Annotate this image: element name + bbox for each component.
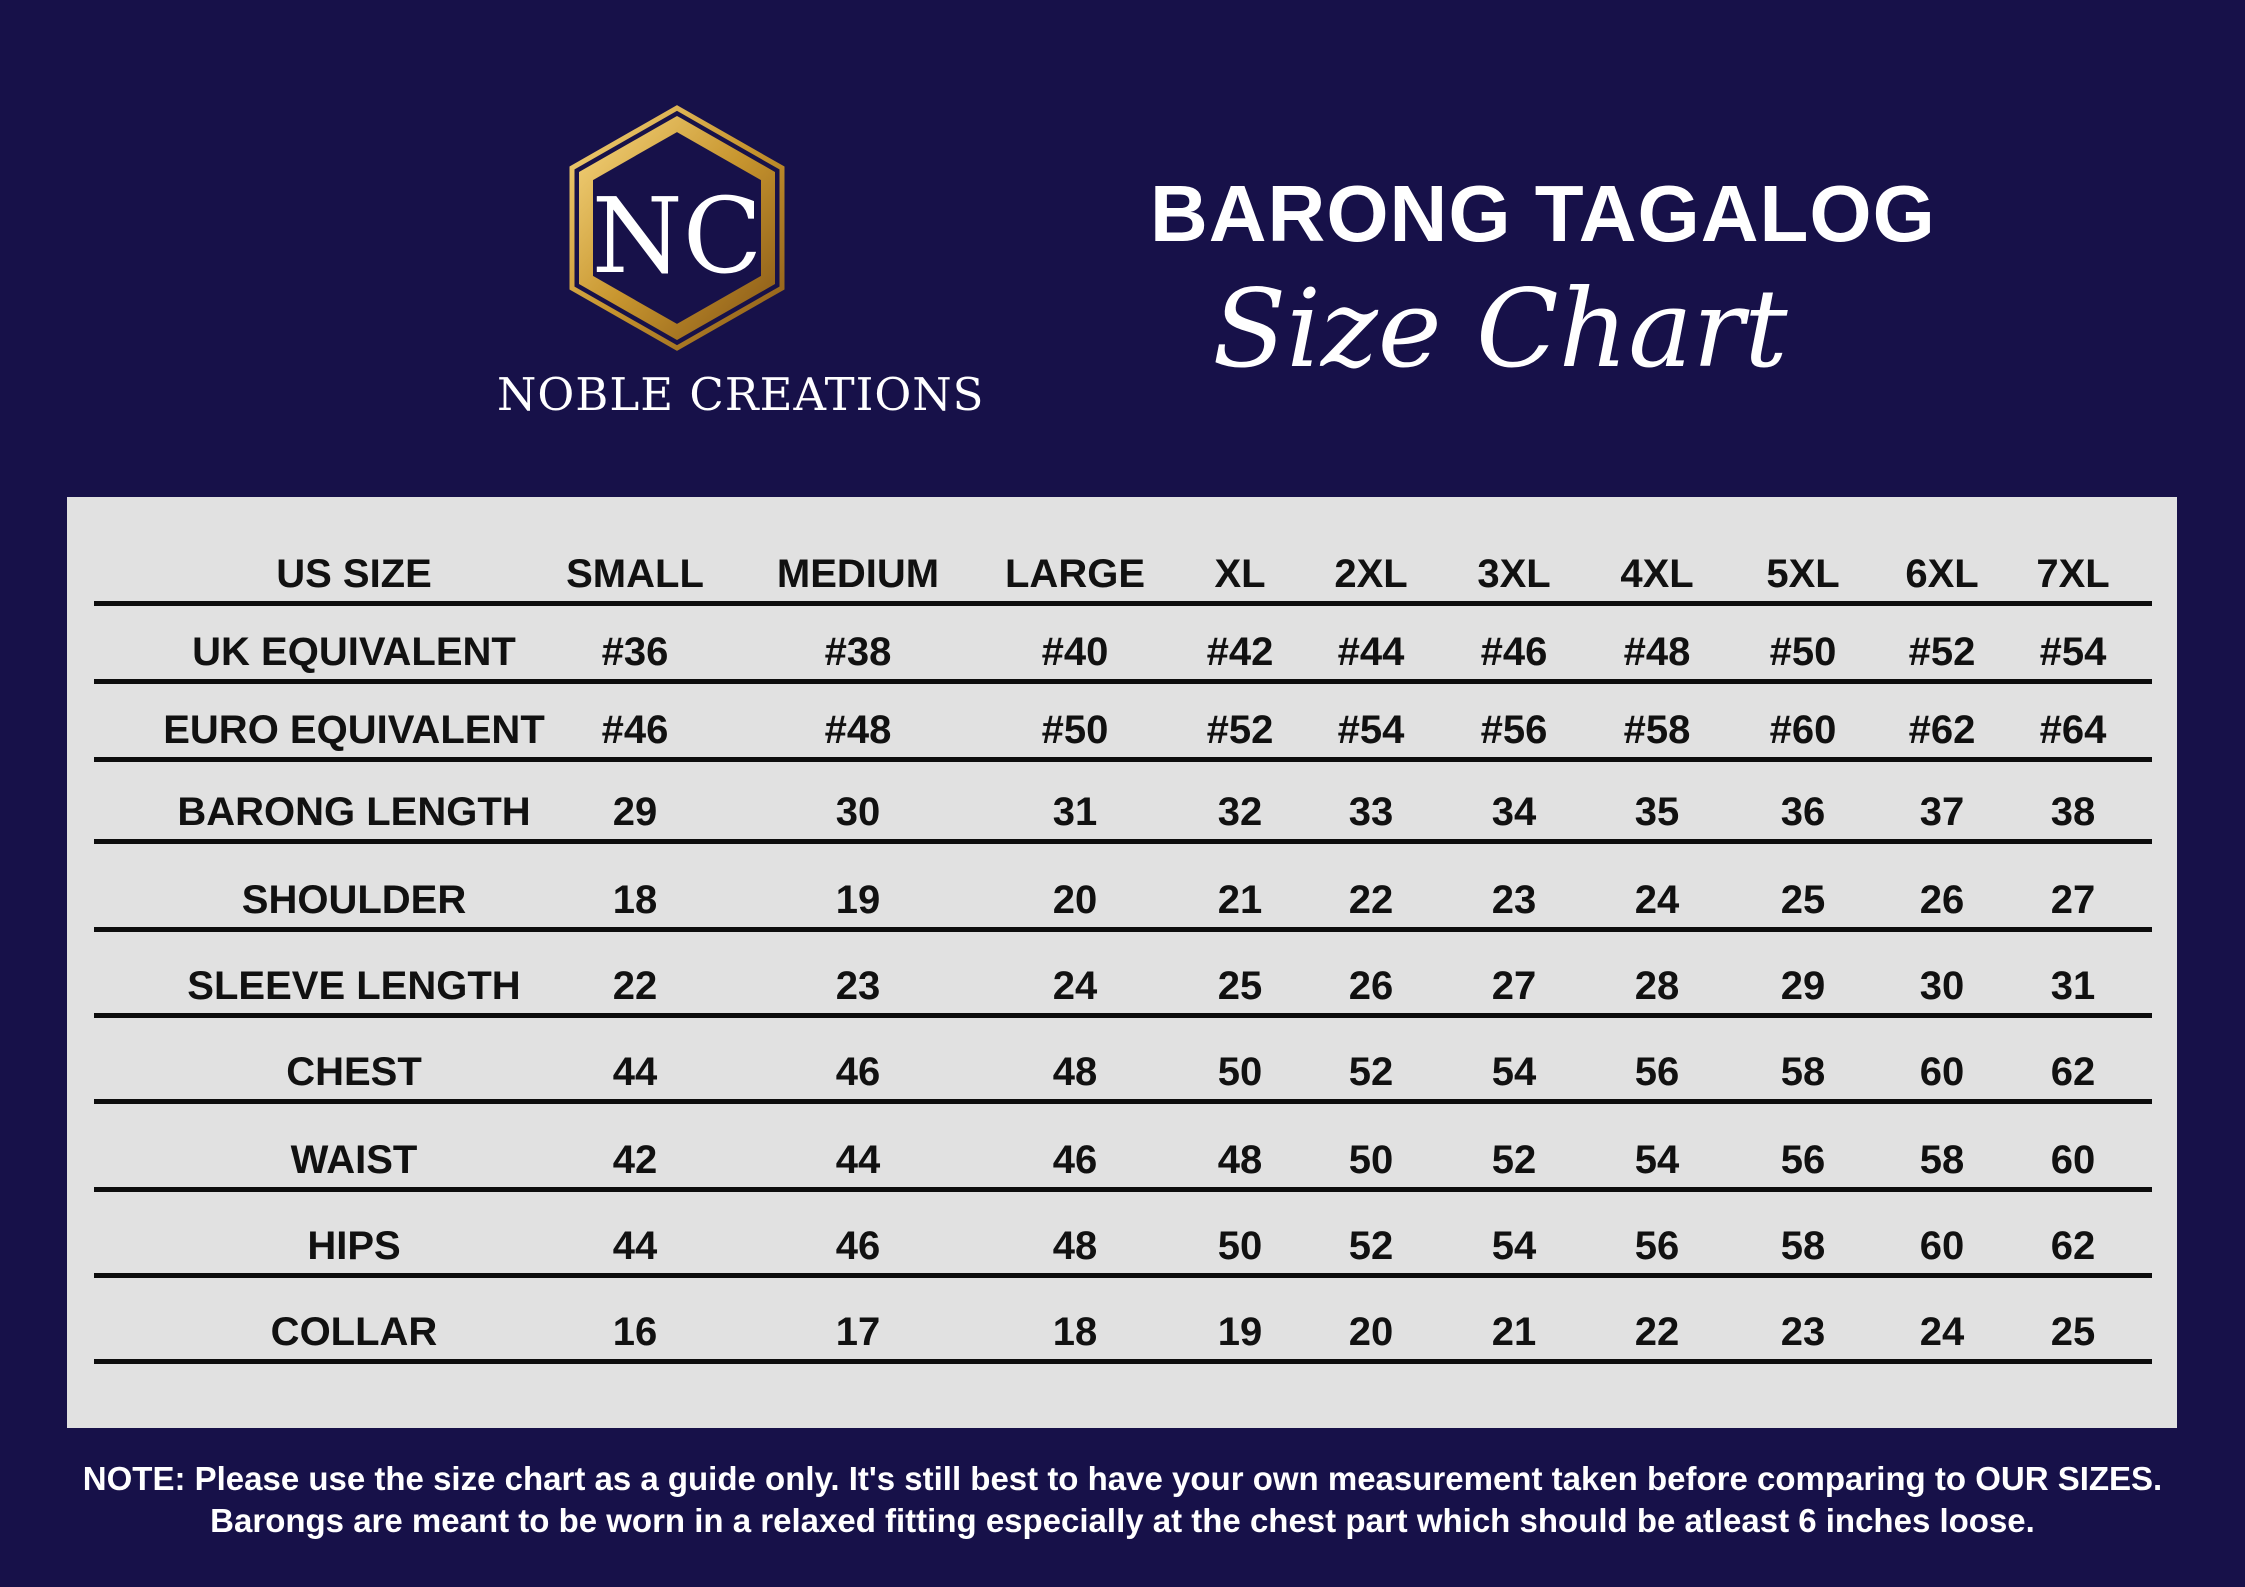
row-label: SLEEVE LENGTH <box>187 964 521 1008</box>
table-cell: 21 <box>1217 878 1263 922</box>
table-cell: 54 <box>1634 1138 1680 1182</box>
table-cell: 60 <box>2050 1138 2096 1182</box>
table-cell: 56 <box>1634 1050 1680 1094</box>
table-cell: 58 <box>1780 1050 1826 1094</box>
table-cell: #52 <box>1206 708 1274 752</box>
table-cell: 50 <box>1348 1138 1394 1182</box>
column-header-us-size: US SIZE <box>276 552 432 596</box>
table-cell: 18 <box>1052 1310 1098 1354</box>
table-cell: 18 <box>612 878 658 922</box>
column-header-size: XL <box>1214 552 1266 596</box>
table-cell: 58 <box>1919 1138 1965 1182</box>
table-cell: 44 <box>612 1224 658 1268</box>
table-cell: 19 <box>835 878 881 922</box>
table-cell: 25 <box>1217 964 1263 1008</box>
table-cell: 23 <box>835 964 881 1008</box>
table-cell: #58 <box>1623 708 1691 752</box>
table-cell: #48 <box>824 708 892 752</box>
table-cell: 26 <box>1919 878 1965 922</box>
table-cell: 58 <box>1780 1224 1826 1268</box>
table-cell: 50 <box>1217 1224 1263 1268</box>
row-label: HIPS <box>307 1224 401 1268</box>
column-header-size: MEDIUM <box>776 552 940 596</box>
table-cell: 20 <box>1348 1310 1394 1354</box>
table-cell: 44 <box>835 1138 881 1182</box>
table-cell: #38 <box>824 630 892 674</box>
table-cell: 21 <box>1491 1310 1537 1354</box>
table-row <box>94 1279 2152 1364</box>
table-cell: #54 <box>1337 708 1405 752</box>
note-line-2: Barongs are meant to be worn in a relaxed fitting especially at the chest part which should be atleast 6 inches loose. <box>210 1502 2035 1539</box>
table-cell: #62 <box>1908 708 1976 752</box>
table-cell: #50 <box>1041 708 1109 752</box>
table-cell: 34 <box>1491 790 1537 834</box>
size-chart-table <box>67 497 2177 1428</box>
table-cell: 38 <box>2050 790 2096 834</box>
table-cell: 24 <box>1052 964 1098 1008</box>
size-chart-note <box>0 1458 2245 1542</box>
table-row <box>94 677 2152 762</box>
table-cell: 25 <box>2050 1310 2096 1354</box>
table-cell: 29 <box>612 790 658 834</box>
table-cell: 25 <box>1780 878 1826 922</box>
table-cell: 50 <box>1217 1050 1263 1094</box>
table-cell: 32 <box>1217 790 1263 834</box>
svg-text:NC: NC <box>591 175 763 297</box>
table-cell: 22 <box>1348 878 1394 922</box>
table-cell: 33 <box>1348 790 1394 834</box>
table-cell: 46 <box>835 1224 881 1268</box>
table-cell: #52 <box>1908 630 1976 674</box>
table-row <box>94 933 2152 1018</box>
table-cell: 24 <box>1919 1310 1965 1354</box>
table-cell: 30 <box>1919 964 1965 1008</box>
table-header-row <box>94 521 2152 606</box>
table-row <box>94 1019 2152 1104</box>
table-cell: #36 <box>601 630 669 674</box>
table-cell: #64 <box>2039 708 2107 752</box>
table-cell: 30 <box>835 790 881 834</box>
page-subtitle: Size Chart <box>1212 267 1788 392</box>
row-label: UK EQUIVALENT <box>192 630 516 674</box>
column-header-size: 5XL <box>1766 552 1840 596</box>
table-cell: #54 <box>2039 630 2107 674</box>
row-label: COLLAR <box>270 1310 438 1354</box>
table-cell: 26 <box>1348 964 1394 1008</box>
table-cell: 60 <box>1919 1224 1965 1268</box>
column-header-size: 7XL <box>2036 552 2110 596</box>
page-title: BARONG TAGALOG <box>1150 169 1936 258</box>
table-cell: #46 <box>1480 630 1548 674</box>
table-row <box>94 1107 2152 1192</box>
table-cell: 46 <box>1052 1138 1098 1182</box>
table-cell: 54 <box>1491 1050 1537 1094</box>
table-row <box>94 847 2152 932</box>
table-cell: #40 <box>1041 630 1109 674</box>
table-cell: 31 <box>2050 964 2096 1008</box>
table-cell: 62 <box>2050 1224 2096 1268</box>
table-cell: 31 <box>1052 790 1098 834</box>
table-cell: 48 <box>1217 1138 1263 1182</box>
row-label: EURO EQUIVALENT <box>163 708 545 752</box>
table-cell: 27 <box>1491 964 1537 1008</box>
table-cell: 37 <box>1919 790 1965 834</box>
table-cell: 42 <box>612 1138 658 1182</box>
table-cell: #56 <box>1480 708 1548 752</box>
table-cell: 27 <box>2050 878 2096 922</box>
column-header-size: 4XL <box>1620 552 1694 596</box>
table-cell: 56 <box>1634 1224 1680 1268</box>
table-cell: 60 <box>1919 1050 1965 1094</box>
row-label: SHOULDER <box>241 878 467 922</box>
table-cell: #46 <box>601 708 669 752</box>
table-cell: 44 <box>612 1050 658 1094</box>
table-cell: 28 <box>1634 964 1680 1008</box>
column-header-size: 6XL <box>1905 552 1979 596</box>
table-cell: 23 <box>1491 878 1537 922</box>
table-cell: 46 <box>835 1050 881 1094</box>
table-cell: 56 <box>1780 1138 1826 1182</box>
table-cell: #42 <box>1206 630 1274 674</box>
table-cell: 52 <box>1348 1224 1394 1268</box>
row-label: BARONG LENGTH <box>177 790 531 834</box>
table-cell: 22 <box>1634 1310 1680 1354</box>
table-cell: 48 <box>1052 1050 1098 1094</box>
table-cell: 62 <box>2050 1050 2096 1094</box>
column-header-size: SMALL <box>566 552 704 596</box>
table-cell: 17 <box>835 1310 881 1354</box>
table-cell: #50 <box>1769 630 1837 674</box>
row-label: WAIST <box>290 1138 418 1182</box>
table-cell: 22 <box>612 964 658 1008</box>
brand-name: NOBLE CREATIONS <box>497 368 985 421</box>
row-label: CHEST <box>286 1050 422 1094</box>
table-row <box>94 599 2152 684</box>
note-line-1: NOTE: Please use the size chart as a guide only. It's still best to have your own measurement taken before comparing to OUR SIZES. <box>82 1460 2163 1497</box>
brand-logo <box>497 104 985 434</box>
table-cell: 48 <box>1052 1224 1098 1268</box>
column-header-size: 2XL <box>1334 552 1408 596</box>
table-cell: #60 <box>1769 708 1837 752</box>
table-cell: 16 <box>612 1310 658 1354</box>
column-header-size: LARGE <box>1005 552 1145 596</box>
table-cell: #48 <box>1623 630 1691 674</box>
table-cell: 19 <box>1217 1310 1263 1354</box>
table-cell: 20 <box>1052 878 1098 922</box>
table-cell: 24 <box>1634 878 1680 922</box>
hexagon-emblem-icon <box>497 104 857 364</box>
table-row <box>94 1193 2152 1278</box>
table-cell: 23 <box>1780 1310 1826 1354</box>
table-cell: 35 <box>1634 790 1680 834</box>
table-cell: 36 <box>1780 790 1826 834</box>
table-row <box>94 759 2152 844</box>
table-cell: #44 <box>1337 630 1405 674</box>
table-cell: 29 <box>1780 964 1826 1008</box>
table-cell: 52 <box>1348 1050 1394 1094</box>
table-cell: 52 <box>1491 1138 1537 1182</box>
column-header-size: 3XL <box>1477 552 1551 596</box>
table-cell: 54 <box>1491 1224 1537 1268</box>
